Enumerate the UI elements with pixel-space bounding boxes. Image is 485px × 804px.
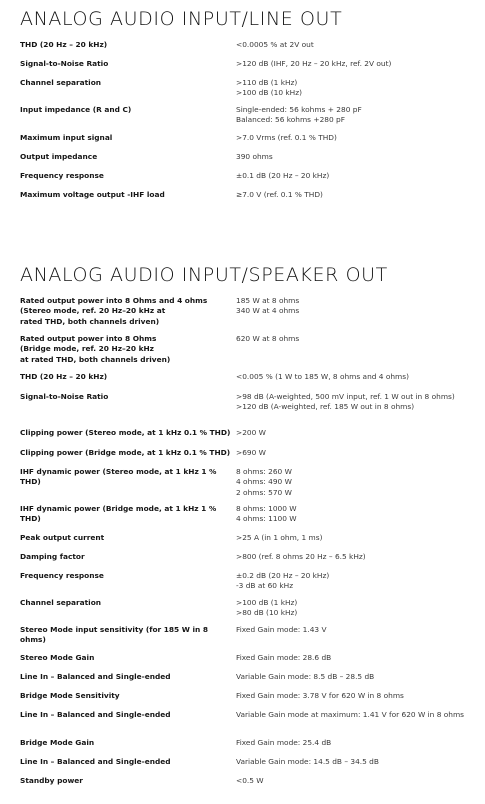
spec-row bbox=[20, 190, 477, 209]
spec-row bbox=[20, 105, 477, 133]
spec-row bbox=[20, 334, 477, 372]
spec-value: <0.0005 % at 2V out bbox=[236, 40, 314, 49]
spec-value: 8 ohms: 260 W 4 ohms: 490 W 2 ohms: 570 W bbox=[236, 467, 292, 497]
spec-row bbox=[20, 296, 477, 334]
spec-value: Variable Gain mode: 8.5 dB – 28.5 dB bbox=[236, 672, 375, 681]
spec-label: Clipping power (Stereo mode, at 1 kHz 0.1 % THD) bbox=[20, 428, 231, 437]
spec-row bbox=[20, 533, 477, 552]
spec-row bbox=[20, 152, 477, 171]
spec-value: ±0.1 dB (20 Hz – 20 kHz) bbox=[236, 171, 330, 180]
spec-table bbox=[20, 40, 477, 209]
spec-row bbox=[20, 653, 477, 672]
spec-label: Frequency response bbox=[20, 171, 104, 180]
section-title: ANALOG AUDIO INPUT/SPEAKER OUT bbox=[20, 264, 388, 286]
spec-value: Fixed Gain mode: 28.6 dB bbox=[236, 653, 332, 662]
spec-value: 8 ohms: 1000 W 4 ohms: 1100 W bbox=[236, 504, 297, 524]
spec-label: THD (20 Hz – 20 kHz) bbox=[20, 40, 108, 49]
spec-label: Standby power bbox=[20, 776, 83, 785]
spec-label: THD (20 Hz – 20 kHz) bbox=[20, 372, 108, 381]
spec-label: Signal-to-Noise Ratio bbox=[20, 392, 109, 401]
spec-row bbox=[20, 672, 477, 691]
spec-value: ±0.2 dB (20 Hz – 20 kHz) -3 dB at 60 kHz bbox=[236, 571, 330, 591]
spec-label: Line In – Balanced and Single-ended bbox=[20, 757, 171, 766]
spec-label: Line In – Balanced and Single-ended bbox=[20, 710, 171, 719]
spec-value: Fixed Gain mode: 3.78 V for 620 W in 8 ohms bbox=[236, 691, 404, 700]
spec-row bbox=[20, 504, 477, 533]
spec-value: >690 W bbox=[236, 448, 266, 457]
spec-row bbox=[20, 40, 477, 59]
spec-value: Variable Gain mode at maximum: 1.41 V for 620 W in 8 ohms bbox=[236, 710, 465, 719]
spec-value: 620 W at 8 ohms bbox=[236, 334, 300, 343]
spec-label: Rated output power into 8 Ohms and 4 ohms (Stereo mode, ref. 20 Hz–20 kHz at rated THD, both channels driven) bbox=[20, 296, 208, 326]
spec-row bbox=[20, 133, 477, 152]
spec-label: Frequency response bbox=[20, 571, 104, 580]
spec-row bbox=[20, 467, 477, 504]
spec-label: Stereo Mode input sensitivity (for 185 W in 8 ohms) bbox=[20, 625, 209, 645]
spec-label: Bridge Mode Gain bbox=[20, 738, 95, 747]
spec-label: Peak output current bbox=[20, 533, 105, 542]
section-title: ANALOG AUDIO INPUT/LINE OUT bbox=[20, 8, 343, 30]
spec-row bbox=[20, 571, 477, 598]
spec-value: >98 dB (A-weighted, 500 mV input, ref. 1 W out in 8 ohms) >120 dB (A-weighted, ref. 185 W out in 8 ohms) bbox=[236, 392, 455, 412]
spec-label: Input impedance (R and C) bbox=[20, 105, 132, 114]
spec-value: 185 W at 8 ohms 340 W at 4 ohms bbox=[236, 296, 300, 316]
spec-label: Clipping power (Bridge mode, at 1 kHz 0.1 % THD) bbox=[20, 448, 231, 457]
spec-label: Maximum voltage output -IHF load bbox=[20, 190, 165, 199]
spec-value: Fixed Gain mode: 1.43 V bbox=[236, 625, 327, 634]
spec-value: >200 W bbox=[236, 428, 266, 437]
spec-row bbox=[20, 171, 477, 190]
spec-value: 390 ohms bbox=[236, 152, 273, 161]
speaker-out-section bbox=[20, 262, 477, 790]
spec-value: Variable Gain mode: 14.5 dB – 34.5 dB bbox=[236, 757, 379, 766]
spec-label: Rated output power into 8 Ohms (Bridge mode, ref. 20 Hz–20 kHz at rated THD, both channels driven) bbox=[20, 334, 171, 364]
spec-label: Bridge Mode Sensitivity bbox=[20, 691, 120, 700]
spec-label: Line In – Balanced and Single-ended bbox=[20, 672, 171, 681]
spec-row bbox=[20, 598, 477, 625]
line-out-section bbox=[20, 6, 477, 209]
spec-value: >110 dB (1 kHz) >100 dB (10 kHz) bbox=[236, 78, 302, 98]
spec-row bbox=[20, 776, 477, 790]
spec-value: <0.5 W bbox=[236, 776, 264, 785]
spec-table bbox=[20, 296, 477, 790]
spec-value: >120 dB (IHF, 20 Hz – 20 kHz, ref. 2V out) bbox=[236, 59, 392, 68]
spec-row bbox=[20, 78, 477, 105]
spec-label: Channel separation bbox=[20, 598, 102, 607]
spec-row bbox=[20, 428, 477, 448]
spec-value: >800 (ref. 8 ohms 20 Hz – 6.5 kHz) bbox=[236, 552, 366, 561]
spec-value: >100 dB (1 kHz) >80 dB (10 kHz) bbox=[236, 598, 298, 618]
spec-row bbox=[20, 392, 477, 428]
spec-label: IHF dynamic power (Bridge mode, at 1 kHz 1 % THD) bbox=[20, 504, 217, 524]
spec-row bbox=[20, 757, 477, 776]
spec-value: Single-ended: 56 kohms + 280 pF Balanced: 56 kohms +280 pF bbox=[236, 105, 362, 125]
spec-value: ≥7.0 V (ref. 0.1 % THD) bbox=[236, 190, 323, 199]
spec-label: Maximum input signal bbox=[20, 133, 113, 142]
spec-row bbox=[20, 710, 477, 738]
spec-value: >7.0 Vrms (ref. 0.1 % THD) bbox=[236, 133, 337, 142]
spec-label: Channel separation bbox=[20, 78, 102, 87]
spec-label: Damping factor bbox=[20, 552, 85, 561]
spec-label: Output impedance bbox=[20, 152, 98, 161]
spec-value: >25 A (in 1 ohm, 1 ms) bbox=[236, 533, 323, 542]
spec-label: IHF dynamic power (Stereo mode, at 1 kHz 1 % THD) bbox=[20, 467, 217, 487]
spec-label: Stereo Mode Gain bbox=[20, 653, 95, 662]
spec-row bbox=[20, 372, 477, 392]
spec-row bbox=[20, 625, 477, 653]
spec-row bbox=[20, 691, 477, 710]
spec-row bbox=[20, 738, 477, 757]
spec-label: Signal-to-Noise Ratio bbox=[20, 59, 109, 68]
spec-value: Fixed Gain mode: 25.4 dB bbox=[236, 738, 332, 747]
spec-row bbox=[20, 448, 477, 467]
spec-row bbox=[20, 59, 477, 78]
spec-row bbox=[20, 552, 477, 571]
spec-value: <0.005 % (1 W to 185 W, 8 ohms and 4 ohms) bbox=[236, 372, 409, 381]
